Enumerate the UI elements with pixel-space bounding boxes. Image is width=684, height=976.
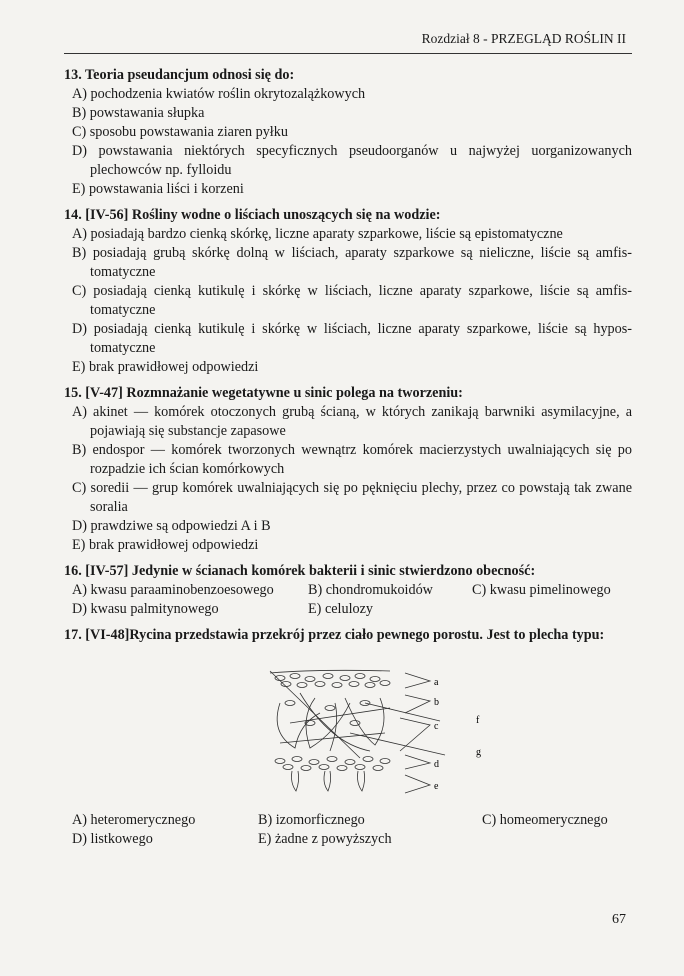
label-b: b [434,697,439,708]
upper-cortex-cells [275,674,390,688]
option-a: A) kwasu paraaminobenzoesowego [72,582,274,598]
rhizines [292,771,365,791]
question-title: 14. [IV-56] Rośliny wodne o liściach unoszących się na wodzie: [64,207,441,223]
option-e: E) brak prawidłowej odpowiedzi [72,537,259,553]
label-a: a [434,677,439,688]
upper-cortex-line [270,670,390,673]
question-title: 16. [IV-57] Jedynie w ścianach komórek bakterii i sinic stwierdzono obecność: [64,563,536,579]
option-e: E) celulozy [308,601,373,617]
option-b: B) powstawania słupka [72,105,205,121]
option-e: E) brak prawidłowej odpowiedzi [72,359,259,375]
question-title: 15. [V-47] Rozmnażanie wegetatywne u sinic polega na tworzeniu: [64,385,463,401]
option-b: B) endospor — komórek tworzonych wewnątrz komórek macierzystych uwalniających się po rozpadzie ich ścian komórkowych [72,442,632,477]
option-c: C) sposobu powstawania ziaren pyłku [72,124,288,140]
option-c: C) posiadają cienką kutikulę i skórkę w liściach, liczne aparaty szparkowe, liście są amfistomatyczne [72,283,632,318]
option-c: C) homeomerycznego [482,812,608,828]
medulla-hyphae [270,671,390,758]
label-c: c [434,721,439,732]
option-a: A) heteromerycznego [72,812,196,828]
question-13 [64,66,632,199]
option-e: E) żadne z powyższych [258,831,392,847]
page-content [64,66,632,856]
question-title: 13. Teoria pseudancjum odnosi się do: [64,67,295,83]
option-a: A) akinet — komórek otoczonych grubą ścianą, w których zanikają barwniki asymilacyjne, a pojawiają się substancje zapasowe [72,404,632,439]
option-d: D) posiadają cienką kutikulę i skórkę w liściach, liczne aparaty szparkowe, liście są hypostomatyczne [72,321,632,356]
running-header: Rozdział 8 - PRZEGLĄD ROŚLIN II [421,31,626,46]
lower-cortex-cells [275,757,390,771]
label-d: d [434,759,439,770]
option-b: B) izomorficznego [258,812,365,828]
option-b: B) chondromukoidów [308,582,433,598]
option-d: D) listkowego [72,831,153,847]
option-b: B) posiadają grubą skórkę dolną w liściach, aparaty szparkowe są nieliczne, liście są amfistomatyczne [72,245,632,280]
header-rule [64,53,632,54]
option-d: D) prawdziwe są odpowiedzi A i B [72,518,271,534]
question-15 [64,384,632,555]
question-16 [64,562,632,619]
option-e: E) powstawania liści i korzeni [72,181,244,197]
option-a: A) posiadają bardzo cienką skórkę, liczne aparaty szparkowe, liście są epistomatyczne [72,226,563,242]
question-14 [64,206,632,377]
option-d: D) kwasu palmitynowego [72,601,219,617]
lichen-cross-section-figure [240,663,490,795]
option-c: C) soredii — grup komórek uwalniających się po pęknięciu plechy, przez co powstają tak zwane soralia [72,480,632,515]
question-17 [64,626,632,849]
label-g: g [476,747,481,758]
label-e: e [434,781,439,792]
option-d: D) powstawania niektórych specyficznych pseudoorganów u najwyżej uorganizowanych plechowców np. fylloidu [72,143,632,178]
option-c: C) kwasu pimelinowego [472,582,611,598]
page-number: 67 [612,912,626,927]
label-f: f [476,715,480,726]
option-a: A) pochodzenia kwiatów roślin okrytozalążkowych [72,86,366,102]
question-title: 17. [VI-48]Rycina przedstawia przekrój przez ciało pewnego porostu. Jest to plecha typu: [64,627,605,643]
